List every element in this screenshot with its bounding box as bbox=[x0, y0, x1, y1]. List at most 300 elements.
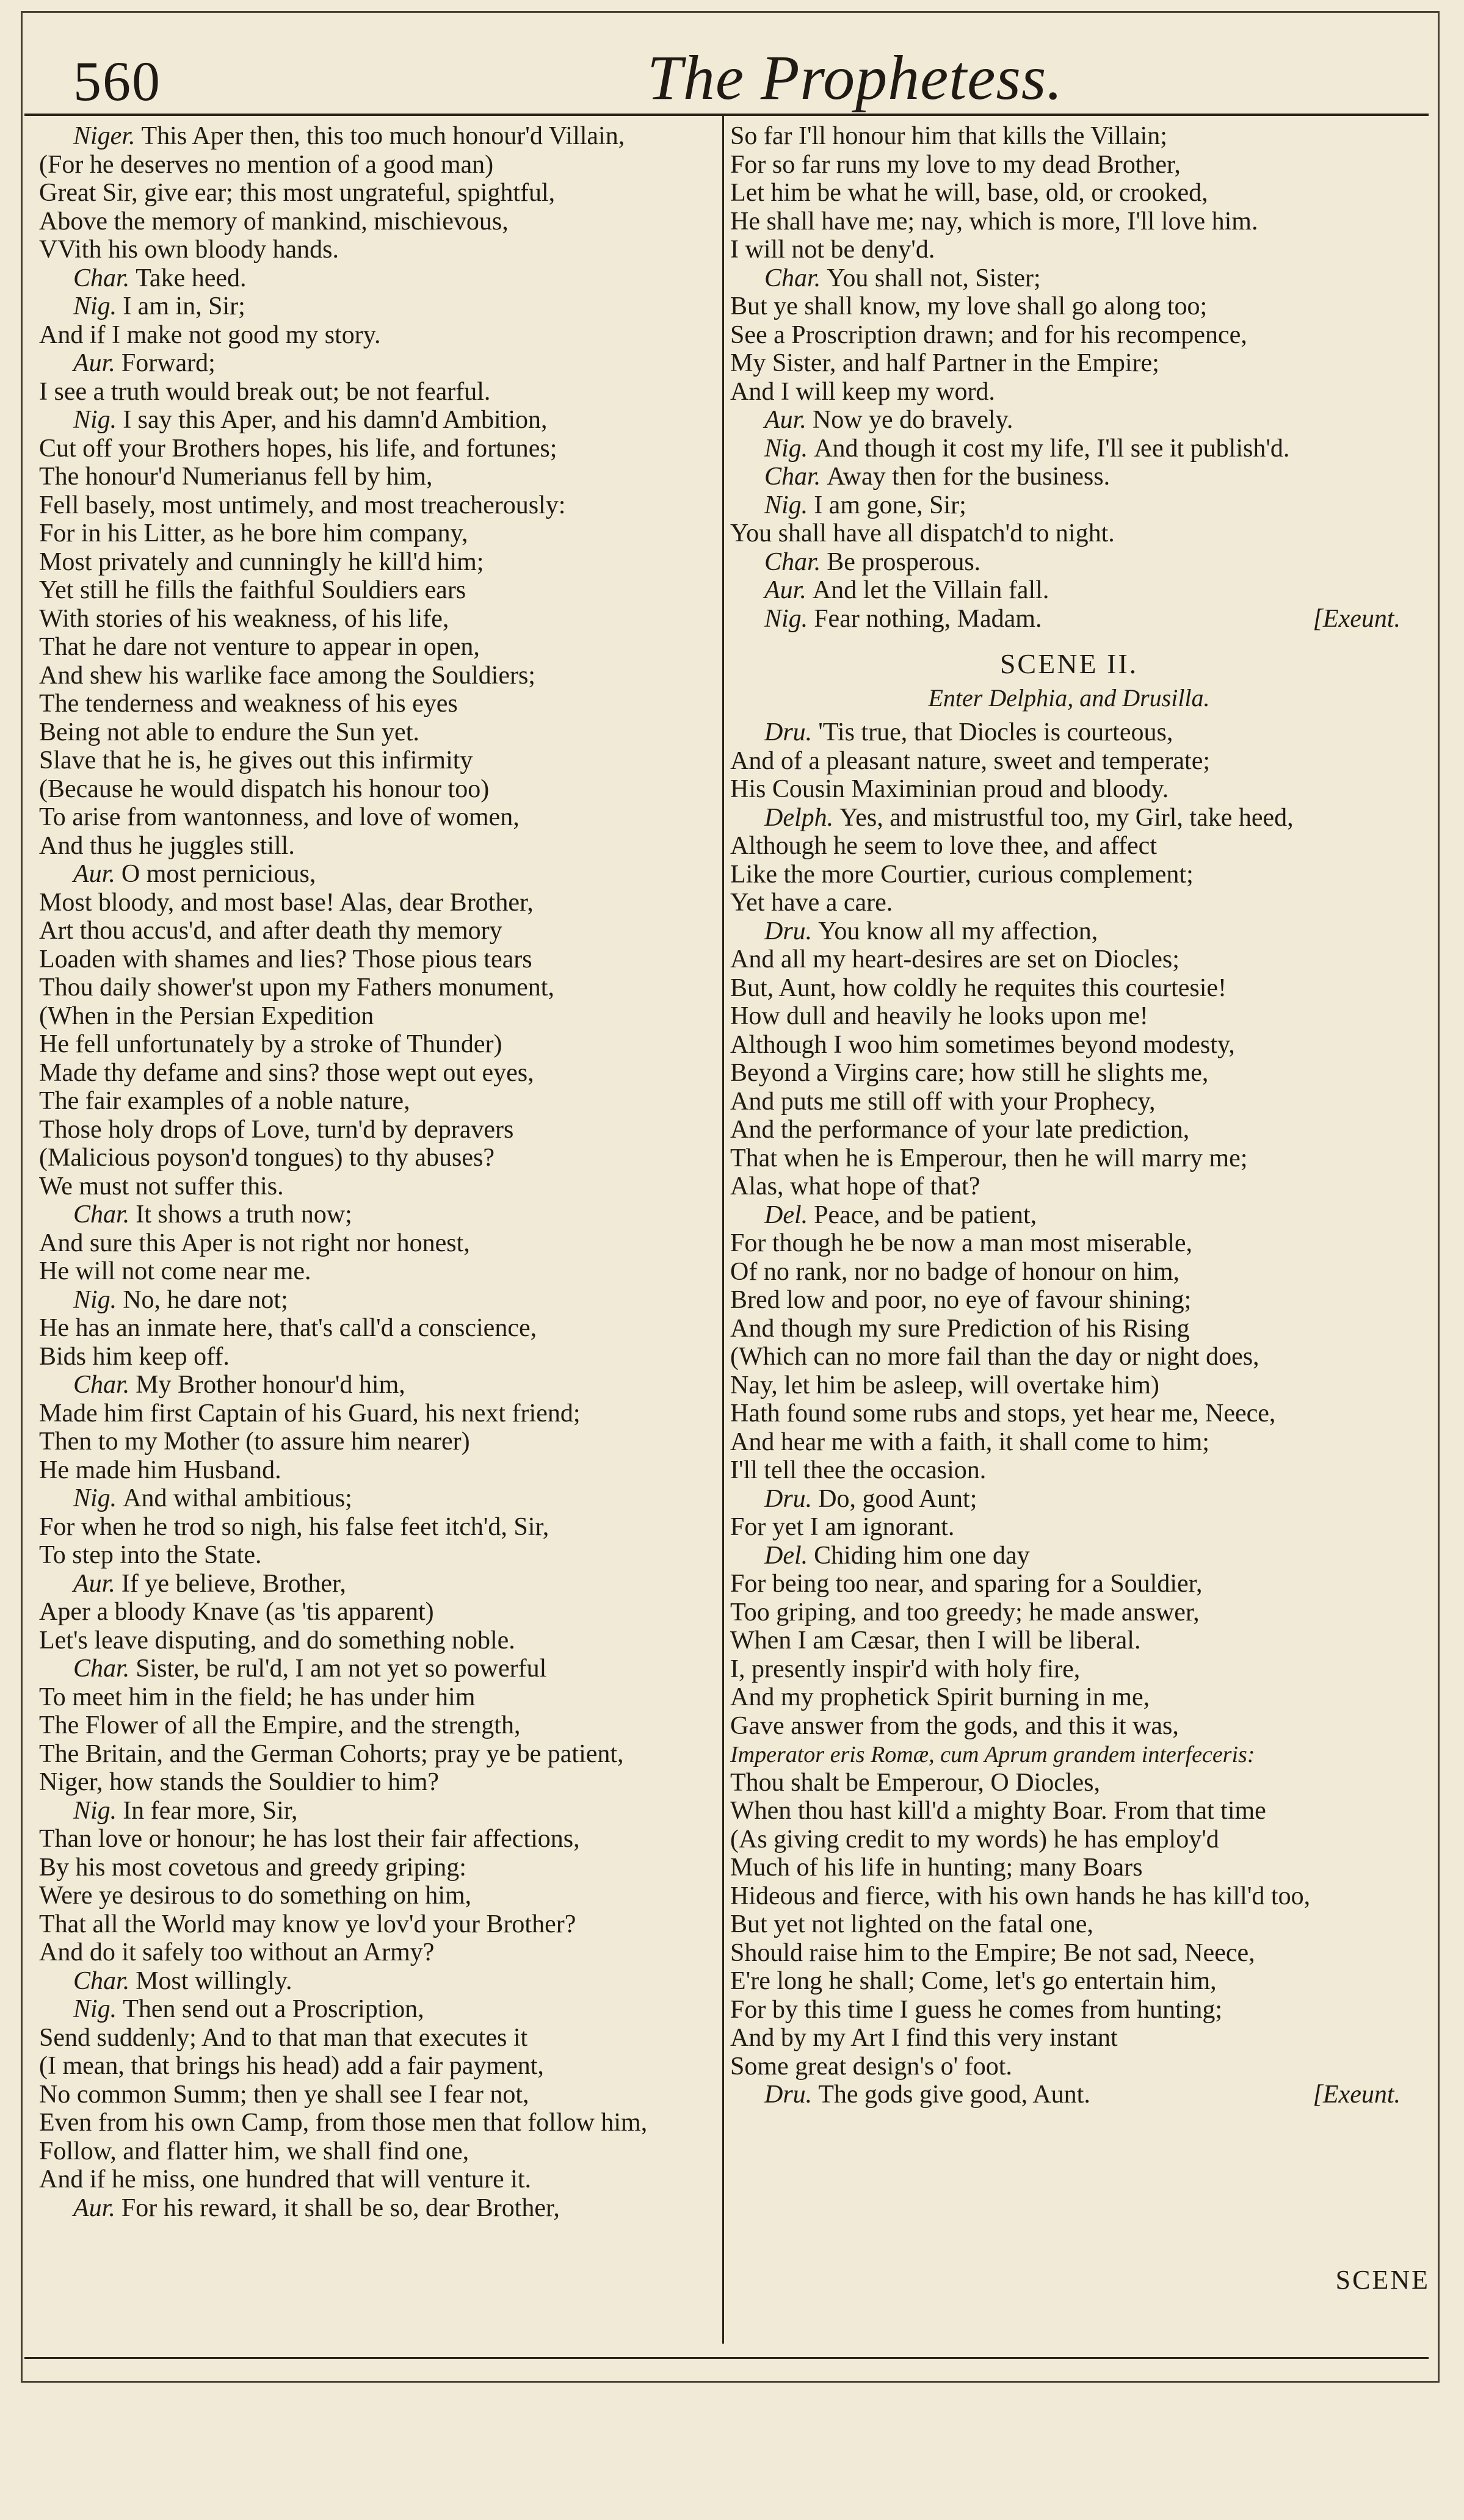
text-line bbox=[39, 1257, 717, 1286]
text-line bbox=[730, 378, 1408, 406]
text-line bbox=[730, 122, 1408, 151]
verse-text: Fear nothing, Madam. bbox=[814, 604, 1042, 633]
verse-text: Although I woo him sometimes beyond modesty, bbox=[730, 1030, 1235, 1059]
verse-text: Sister, be rul'd, I am not yet so powerful bbox=[136, 1655, 547, 1683]
text-line bbox=[39, 1428, 717, 1456]
column-divider bbox=[722, 116, 724, 2344]
text-line bbox=[730, 1655, 1408, 1684]
text-line bbox=[730, 349, 1408, 378]
text-line bbox=[39, 548, 717, 577]
verse-text: And do it safely too without an Army? bbox=[39, 1938, 435, 1966]
text-line bbox=[39, 1598, 717, 1626]
text-line bbox=[39, 1854, 717, 1882]
text-line bbox=[730, 917, 1408, 946]
verse-text: The honour'd Numerianus fell by him, bbox=[39, 463, 433, 491]
text-line bbox=[730, 1882, 1408, 1911]
text-line bbox=[39, 1513, 717, 1542]
verse-text: Yet have a care. bbox=[730, 889, 893, 917]
running-title: The Prophetess. bbox=[647, 43, 1064, 113]
text-line bbox=[730, 1399, 1408, 1428]
verse-text: And though my sure Prediction of his Rising bbox=[730, 1314, 1190, 1343]
text-line bbox=[39, 1882, 717, 1910]
speaker-name: Char. bbox=[73, 264, 130, 292]
speaker-name: Nig. bbox=[764, 491, 808, 519]
verse-text: 'Tis true, that Diocles is courteous, bbox=[818, 718, 1173, 746]
verse-text: Alas, what hope of that? bbox=[730, 1172, 980, 1200]
speaker-name: Del. bbox=[764, 1541, 808, 1570]
verse-text: (Which can no more fail than the day or night does, bbox=[730, 1343, 1259, 1371]
text-line bbox=[39, 463, 717, 491]
verse-text: The gods give good, Aunt. bbox=[818, 2081, 1090, 2109]
verse-text: You shall have all dispatch'd to night. bbox=[730, 519, 1115, 547]
text-line bbox=[730, 804, 1408, 832]
speaker-name: Char. bbox=[764, 547, 821, 576]
page-number: 560 bbox=[73, 50, 161, 112]
speaker-name: Nig. bbox=[73, 1484, 117, 1512]
verse-text: Made him first Captain of his Guard, his next friend; bbox=[39, 1399, 581, 1428]
text-line bbox=[39, 264, 717, 293]
verse-text: To meet him in the field; he has under him bbox=[39, 1683, 476, 1711]
speaker-name: Nig. bbox=[73, 1995, 117, 2023]
verse-text: Fell basely, most untimely, and most treacherously: bbox=[39, 491, 566, 519]
verse-text: (As giving credit to my words) he has employ'd bbox=[730, 1825, 1219, 1854]
text-line bbox=[730, 1116, 1408, 1144]
verse-text: Do, good Aunt; bbox=[818, 1484, 977, 1513]
text-line bbox=[730, 1598, 1408, 1627]
verse-text: E're long he shall; Come, let's go entertain him, bbox=[730, 1967, 1217, 1995]
text-line bbox=[730, 1996, 1408, 2024]
text-line bbox=[730, 1172, 1408, 1201]
verse-text: So far I'll honour him that kills the Villain; bbox=[730, 122, 1167, 150]
verse-text: And thus he juggles still. bbox=[39, 831, 295, 860]
text-line bbox=[39, 1002, 717, 1031]
right-column bbox=[730, 122, 1408, 2109]
text-line bbox=[39, 1116, 717, 1144]
speaker-name: Aur. bbox=[73, 2193, 115, 2222]
text-line bbox=[39, 1229, 717, 1258]
verse-text: (I mean, that brings his head) add a fair payment, bbox=[39, 2052, 544, 2080]
text-line bbox=[39, 1683, 717, 1712]
verse-text: Gave answer from the gods, and this it was, bbox=[730, 1711, 1179, 1740]
verse-text: Aper a bloody Knave (as 'tis apparent) bbox=[39, 1598, 434, 1626]
text-line bbox=[39, 1797, 717, 1825]
text-line bbox=[39, 1711, 717, 1740]
text-line bbox=[730, 1229, 1408, 1258]
text-line bbox=[39, 973, 717, 1002]
verse-text: For by this time I guess he comes from hunting; bbox=[730, 1995, 1223, 2024]
text-line bbox=[730, 861, 1408, 889]
verse-text: Nay, let him be asleep, will overtake him) bbox=[730, 1371, 1159, 1399]
verse-text: My Sister, and half Partner in the Empire; bbox=[730, 349, 1159, 377]
text-line bbox=[730, 974, 1408, 1003]
text-line bbox=[39, 1995, 717, 2024]
speaker-name: Niger. bbox=[73, 122, 136, 150]
text-line bbox=[730, 2081, 1408, 2109]
speaker-name: Nig. bbox=[764, 604, 808, 633]
text-line bbox=[730, 1144, 1408, 1173]
text-line bbox=[730, 1059, 1408, 1088]
verse-text: In fear more, Sir, bbox=[123, 1796, 298, 1825]
verse-text: For so far runs my love to my dead Brother, bbox=[730, 150, 1181, 179]
verse-text: Art thou accus'd, and after death thy memory bbox=[39, 917, 502, 945]
text-line bbox=[39, 1456, 717, 1485]
text-line bbox=[730, 1343, 1408, 1371]
verse-text: For his reward, it shall be so, dear Brother, bbox=[121, 2193, 560, 2222]
speaker-name: Char. bbox=[764, 463, 821, 491]
text-line bbox=[39, 1144, 717, 1172]
text-line bbox=[730, 435, 1408, 463]
verse-text: (When in the Persian Expedition bbox=[39, 1002, 374, 1030]
exit-direction: [Exeunt. bbox=[1313, 604, 1401, 633]
verse-text: With stories of his weakness, of his life, bbox=[39, 604, 449, 633]
verse-text: You shall not, Sister; bbox=[827, 264, 1041, 292]
verse-text: Now ye do bravely. bbox=[812, 406, 1013, 434]
verse-text: Great Sir, give ear; this most ungrateful, spightful, bbox=[39, 179, 556, 207]
text-line bbox=[39, 1286, 717, 1315]
verse-text: He will not come near me. bbox=[39, 1257, 311, 1285]
verse-text: This Aper then, this too much honour'd Villain, bbox=[141, 122, 625, 150]
verse-text: And by my Art I find this very instant bbox=[730, 2024, 1118, 2052]
verse-text: The tenderness and weakness of his eyes bbox=[39, 690, 458, 718]
text-line bbox=[730, 1031, 1408, 1060]
text-line bbox=[730, 1626, 1408, 1655]
verse-text: Then send out a Proscription, bbox=[123, 1995, 424, 2023]
text-line bbox=[730, 151, 1408, 179]
verse-text: Forward; bbox=[121, 349, 216, 377]
verse-text: And if he miss, one hundred that will venture it. bbox=[39, 2165, 532, 2193]
text-line bbox=[39, 208, 717, 236]
text-line bbox=[730, 1371, 1408, 1400]
verse-text: He made him Husband. bbox=[39, 1456, 281, 1484]
verse-text: Let him be what he will, base, old, or crooked, bbox=[730, 179, 1208, 207]
text-line bbox=[730, 1797, 1408, 1825]
text-line bbox=[730, 406, 1408, 435]
speaker-name: Aur. bbox=[73, 860, 115, 888]
text-line bbox=[730, 1825, 1408, 1854]
verse-text: To arise from wantonness, and love of women, bbox=[39, 803, 520, 831]
verse-text: Too griping, and too greedy; he made answer, bbox=[730, 1598, 1200, 1626]
text-line bbox=[39, 151, 717, 179]
verse-text: It shows a truth now; bbox=[136, 1200, 352, 1229]
verse-text: And if I make not good my story. bbox=[39, 320, 381, 349]
text-line bbox=[730, 1002, 1408, 1031]
text-line bbox=[39, 491, 717, 520]
verse-text: I'll tell thee the occasion. bbox=[730, 1456, 987, 1484]
speaker-name: Char. bbox=[764, 264, 821, 292]
verse-text: Chiding him one day bbox=[814, 1541, 1030, 1570]
speaker-name: Delph. bbox=[764, 803, 834, 832]
text-line bbox=[39, 1938, 717, 1967]
text-line bbox=[39, 775, 717, 804]
verse-text: See a Proscription drawn; and for his recompence, bbox=[730, 320, 1247, 349]
verse-text: Like the more Courtier, curious complement; bbox=[730, 860, 1194, 889]
verse-text: I am in, Sir; bbox=[123, 292, 245, 320]
text-line bbox=[730, 1967, 1408, 1996]
text-line bbox=[730, 1910, 1408, 1939]
verse-text: For being too near, and sparing for a Souldier, bbox=[730, 1570, 1203, 1598]
verse-text: I am gone, Sir; bbox=[814, 491, 966, 519]
bottom-rule bbox=[24, 2357, 1429, 2359]
verse-text: And hear me with a faith, it shall come to him; bbox=[730, 1428, 1209, 1456]
verse-text: Of no rank, nor no badge of honour on him, bbox=[730, 1257, 1180, 1286]
text-line bbox=[730, 2052, 1408, 2081]
verse-text: Slave that he is, he gives out this infirmity bbox=[39, 746, 473, 774]
text-line bbox=[39, 633, 717, 662]
text-line bbox=[730, 1258, 1408, 1287]
speaker-name: Char. bbox=[73, 1371, 130, 1399]
speaker-name: Char. bbox=[73, 1200, 130, 1229]
verse-text: Peace, and be patient, bbox=[814, 1200, 1037, 1229]
verse-text: Much of his life in hunting; many Boars bbox=[730, 1854, 1143, 1882]
text-line bbox=[39, 378, 717, 406]
speaker-name: Del. bbox=[764, 1200, 808, 1229]
text-line bbox=[730, 1542, 1408, 1570]
verse-text: But yet not lighted on the fatal one, bbox=[730, 1910, 1093, 1938]
verse-text: When I am Cæsar, then I will be liberal. bbox=[730, 1626, 1141, 1655]
text-line bbox=[39, 917, 717, 945]
verse-text: Follow, and flatter him, we shall find one, bbox=[39, 2137, 469, 2165]
text-line bbox=[39, 1967, 717, 1996]
verse-text: Send suddenly; And to that man that executes it bbox=[39, 2023, 528, 2052]
verse-text: I say this Aper, and his damn'd Ambition, bbox=[123, 406, 548, 434]
verse-text: When thou hast kill'd a mighty Boar. From that time bbox=[730, 1797, 1266, 1825]
speaker-name: Aur. bbox=[764, 576, 806, 604]
verse-text: VVith his own bloody hands. bbox=[39, 236, 339, 264]
verse-text: Were ye desirous to do something on him, bbox=[39, 1882, 472, 1910]
verse-text: And of a pleasant nature, sweet and temperate; bbox=[730, 746, 1211, 775]
verse-text: For though he be now a man most miserable, bbox=[730, 1229, 1193, 1257]
verse-text: And sure this Aper is not right nor honest, bbox=[39, 1229, 470, 1257]
verse-text: How dull and heavily he looks upon me! bbox=[730, 1002, 1148, 1030]
verse-text: Hath found some rubs and stops, yet hear me, Neece, bbox=[730, 1399, 1276, 1428]
verse-text: (Malicious poyson'd tongues) to thy abuses? bbox=[39, 1144, 495, 1172]
verse-text: His Cousin Maximinian proud and bloody. bbox=[730, 775, 1169, 803]
text-line bbox=[39, 2194, 717, 2223]
text-line bbox=[39, 1399, 717, 1428]
speaker-name: Aur. bbox=[764, 406, 806, 434]
verse-text: The Flower of all the Empire, and the strength, bbox=[39, 1711, 521, 1739]
text-line bbox=[39, 435, 717, 463]
verse-text: Those holy drops of Love, turn'd by depravers bbox=[39, 1115, 514, 1144]
verse-text: Than love or honour; he has lost their fair affections, bbox=[39, 1825, 580, 1853]
verse-text: Above the memory of mankind, mischievous, bbox=[39, 207, 509, 236]
verse-text: I see a truth would break out; be not fearful. bbox=[39, 377, 491, 406]
verse-text: Loaden with shames and lies? Those pious tears bbox=[39, 945, 532, 973]
verse-text: Made thy defame and sins? those wept out eyes, bbox=[39, 1058, 534, 1087]
verse-text: Although he seem to love thee, and affect bbox=[730, 832, 1157, 860]
text-line bbox=[39, 2081, 717, 2109]
speaker-name: Nig. bbox=[73, 1796, 117, 1825]
exit-direction: [Exeunt. bbox=[1313, 2081, 1401, 2109]
verse-text: Most privately and cunningly he kill'd him; bbox=[39, 547, 484, 576]
scene-heading: SCENE II. bbox=[999, 648, 1139, 679]
text-line bbox=[730, 747, 1408, 776]
verse-text: (Because he would dispatch his honour too) bbox=[39, 774, 490, 803]
verse-text: That all the World may know ye lov'd your Brother? bbox=[39, 1910, 576, 1938]
verse-text: Bred low and poor, no eye of favour shining; bbox=[730, 1286, 1192, 1314]
text-line bbox=[730, 1740, 1408, 1769]
text-line bbox=[39, 1087, 717, 1116]
text-line bbox=[730, 1456, 1408, 1485]
text-line bbox=[39, 179, 717, 208]
verse-text: No, he dare not; bbox=[123, 1285, 288, 1314]
text-line bbox=[39, 889, 717, 917]
text-line bbox=[39, 2137, 717, 2166]
verse-text: Then to my Mother (to assure him nearer) bbox=[39, 1428, 470, 1456]
speaker-name: Dru. bbox=[764, 917, 813, 945]
verse-text: Yet still he fills the faithful Souldiers ears bbox=[39, 576, 466, 604]
text-line bbox=[39, 718, 717, 747]
text-line bbox=[39, 236, 717, 264]
header-rule bbox=[24, 114, 1429, 116]
verse-text: Most bloody, and most base! Alas, dear Brother, bbox=[39, 888, 534, 917]
text-line bbox=[39, 1740, 717, 1769]
speaker-name: Nig. bbox=[764, 434, 808, 463]
text-line bbox=[730, 321, 1408, 350]
text-line bbox=[730, 236, 1408, 264]
verse-text: Away then for the business. bbox=[827, 463, 1111, 491]
text-line bbox=[730, 945, 1408, 974]
speaker-name: Aur. bbox=[73, 349, 115, 377]
text-line bbox=[730, 1428, 1408, 1457]
verse-text: And shew his warlike face among the Souldiers; bbox=[39, 661, 535, 690]
text-line bbox=[730, 1712, 1408, 1741]
speaker-name: Dru. bbox=[764, 718, 813, 746]
text-line bbox=[39, 1825, 717, 1854]
verse-text: He fell unfortunately by a stroke of Thunder) bbox=[39, 1030, 502, 1058]
speaker-name: Nig. bbox=[73, 292, 117, 320]
text-line bbox=[730, 775, 1408, 804]
text-line bbox=[730, 2024, 1408, 2052]
text-line bbox=[39, 945, 717, 974]
verse-text: Yes, and mistrustful too, my Girl, take heed, bbox=[839, 803, 1294, 832]
speaker-name: Char. bbox=[73, 1655, 130, 1683]
text-line bbox=[730, 889, 1408, 917]
verse-text: And my prophetick Spirit burning in me, bbox=[730, 1683, 1150, 1711]
text-line bbox=[39, 1655, 717, 1683]
text-line bbox=[730, 208, 1408, 236]
verse-text: And all my heart-desires are set on Diocles; bbox=[730, 945, 1180, 973]
verse-text: Thou shalt be Emperour, O Diocles, bbox=[730, 1768, 1101, 1797]
verse-text: For in his Litter, as he bore him company, bbox=[39, 519, 468, 547]
text-line bbox=[39, 2052, 717, 2081]
text-line bbox=[39, 321, 717, 350]
text-line bbox=[39, 1626, 717, 1655]
verse-text: Let's leave disputing, and do something noble. bbox=[39, 1626, 515, 1655]
verse-text: If ye believe, Brother, bbox=[121, 1569, 346, 1598]
text-line bbox=[39, 1768, 717, 1797]
speaker-name: Dru. bbox=[764, 1484, 813, 1513]
text-line bbox=[39, 2109, 717, 2137]
verse-text: Hideous and fierce, with his own hands he has kill'd too, bbox=[730, 1882, 1311, 1910]
speaker-name: Aur. bbox=[73, 1569, 115, 1598]
verse-text: But ye shall know, my love shall go along too; bbox=[730, 292, 1208, 320]
scene-stage-direction: Enter Delphia, and Drusilla. bbox=[928, 684, 1210, 712]
verse-text: For when he trod so nigh, his false feet itch'd, Sir, bbox=[39, 1512, 549, 1541]
text-line bbox=[730, 179, 1408, 208]
text-line bbox=[730, 1769, 1408, 1797]
scene-two-text bbox=[730, 718, 1408, 2109]
catchword: SCENE bbox=[1335, 2265, 1430, 2295]
verse-text: Some great design's o' foot. bbox=[730, 2052, 1012, 2081]
verse-text: Cut off your Brothers hopes, his life, and fortunes; bbox=[39, 434, 557, 463]
verse-text: The Britain, and the German Cohorts; pray ye be patient, bbox=[39, 1739, 624, 1768]
text-line bbox=[39, 1484, 717, 1513]
latin-verse: Imperator eris Romæ, cum Aprum grandem interfeceris: bbox=[730, 1742, 1255, 1767]
text-line bbox=[730, 576, 1408, 605]
verse-text: He has an inmate here, that's call'd a conscience, bbox=[39, 1314, 537, 1342]
verse-text: And puts me still off with your Prophecy, bbox=[730, 1087, 1156, 1116]
verse-text: But, Aunt, how coldly he requites this courtesie! bbox=[730, 973, 1227, 1002]
text-line bbox=[730, 1854, 1408, 1882]
verse-text: Beyond a Virgins care; how still he slights me, bbox=[730, 1059, 1209, 1087]
text-line bbox=[730, 463, 1408, 491]
text-line bbox=[39, 1910, 717, 1939]
verse-text: And withal ambitious; bbox=[123, 1484, 352, 1512]
verse-text: You know all my affection, bbox=[818, 917, 1098, 945]
speaker-name: Char. bbox=[73, 1966, 130, 1995]
text-line bbox=[730, 519, 1408, 548]
verse-text: I, presently inspir'd with holy fire, bbox=[730, 1655, 1081, 1683]
verse-text: And I will keep my word. bbox=[730, 377, 995, 406]
text-line bbox=[39, 576, 717, 605]
text-line bbox=[39, 1371, 717, 1399]
text-line bbox=[730, 1683, 1408, 1712]
verse-text: Being not able to endure the Sun yet. bbox=[39, 718, 419, 746]
text-line bbox=[39, 519, 717, 548]
text-line bbox=[39, 662, 717, 690]
speaker-name: Nig. bbox=[73, 406, 117, 434]
text-line bbox=[39, 1570, 717, 1598]
verse-text: Even from his own Camp, from those men that follow him, bbox=[39, 2109, 648, 2137]
text-line bbox=[39, 2024, 717, 2052]
verse-text: And let the Villain fall. bbox=[812, 576, 1049, 604]
verse-text: That when he is Emperour, then he will marry me; bbox=[730, 1144, 1248, 1172]
text-line bbox=[730, 1513, 1408, 1542]
text-line bbox=[39, 1343, 717, 1371]
text-line bbox=[39, 292, 717, 321]
text-line bbox=[730, 1485, 1408, 1514]
text-line bbox=[730, 264, 1408, 293]
text-line bbox=[730, 1315, 1408, 1343]
text-line bbox=[730, 1201, 1408, 1230]
text-line bbox=[39, 406, 717, 435]
verse-text: Niger, how stands the Souldier to him? bbox=[39, 1768, 440, 1796]
speaker-name: Dru. bbox=[764, 2081, 813, 2109]
text-line bbox=[730, 491, 1408, 520]
text-line bbox=[730, 718, 1408, 747]
text-line bbox=[730, 605, 1408, 634]
text-line bbox=[39, 122, 717, 151]
verse-text: For yet I am ignorant. bbox=[730, 1513, 955, 1541]
verse-text: Thou daily shower'st upon my Fathers monument, bbox=[39, 973, 554, 1002]
text-line bbox=[730, 1570, 1408, 1598]
verse-text: I will not be deny'd. bbox=[730, 236, 935, 264]
text-line bbox=[39, 803, 717, 832]
text-line bbox=[39, 1059, 717, 1088]
text-line bbox=[39, 832, 717, 861]
text-line bbox=[39, 1172, 717, 1201]
verse-text: That he dare not venture to appear in open, bbox=[39, 633, 480, 661]
text-line bbox=[39, 746, 717, 775]
verse-text: My Brother honour'd him, bbox=[136, 1371, 405, 1399]
text-line bbox=[39, 1314, 717, 1343]
verse-text: Take heed. bbox=[136, 264, 247, 292]
text-line bbox=[39, 1200, 717, 1229]
text-line bbox=[39, 1541, 717, 1570]
verse-text: We must not suffer this. bbox=[39, 1172, 284, 1200]
text-line bbox=[730, 1939, 1408, 1968]
